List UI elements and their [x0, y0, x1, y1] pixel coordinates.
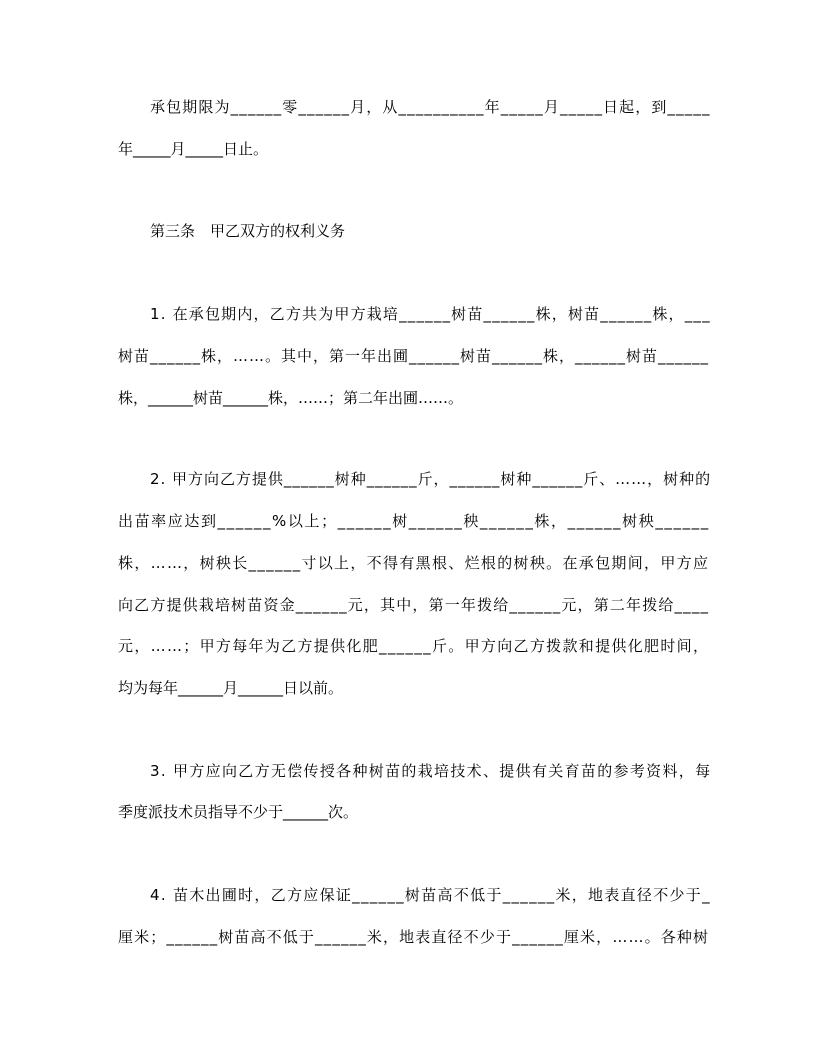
article-3-heading: 第三条 甲乙双方的权利义务 — [150, 222, 346, 240]
clause-1-line-1: 1. 在承包期内，乙方共为甲方栽培______树苗______株，树苗______株，___ — [150, 305, 711, 323]
clause-4-line-2: 厘米；______树苗高不低于______米，地表直径不少于______厘米，……。各种树 — [118, 928, 710, 946]
clause-2-line-5: 元，……；甲方每年为乙方提供化肥______斤。甲方向乙方拨款和提供化肥时间， — [118, 637, 710, 655]
clause-2-line-3: 株，……，树秧长______寸以上，不得有黑根、烂根的树秧。在承包期间，甲方应 — [118, 554, 710, 572]
clause-2-line-6: 均为每年______月______日以前。 — [118, 679, 344, 697]
term-line-1: 承包期限为______零______月，从__________年_____月_____日起，到_____ — [150, 98, 711, 116]
clause-1-line-2: 树苗______株，……。其中，第一年出圃______树苗______株，______树苗______ — [118, 347, 710, 365]
clause-3-line-1: 3. 甲方应向乙方无偿传授各种树苗的栽培技术、提供有关育苗的参考资料，每 — [150, 762, 712, 780]
term-line-2: 年_____月_____日止。 — [118, 140, 269, 158]
clause-4-line-1: 4. 苗木出圃时，乙方应保证______树苗高不低于______米，地表直径不少于_ — [150, 886, 711, 904]
clause-3-line-2: 季度派技术员指导不少于______次。 — [118, 803, 359, 821]
clause-1-line-3: 株，______树苗______株，……；第二年出圃……。 — [118, 389, 464, 407]
clause-2-line-2: 出苗率应达到______%以上；______树______秧______株，______树秧______ — [118, 512, 710, 530]
clause-2-line-1: 2. 甲方向乙方提供______树种______斤，______树种______斤、……，树种的 — [150, 470, 712, 488]
clause-2-line-4: 向乙方提供栽培树苗资金______元，其中，第一年拨给______元，第二年拨给____ — [118, 596, 710, 614]
